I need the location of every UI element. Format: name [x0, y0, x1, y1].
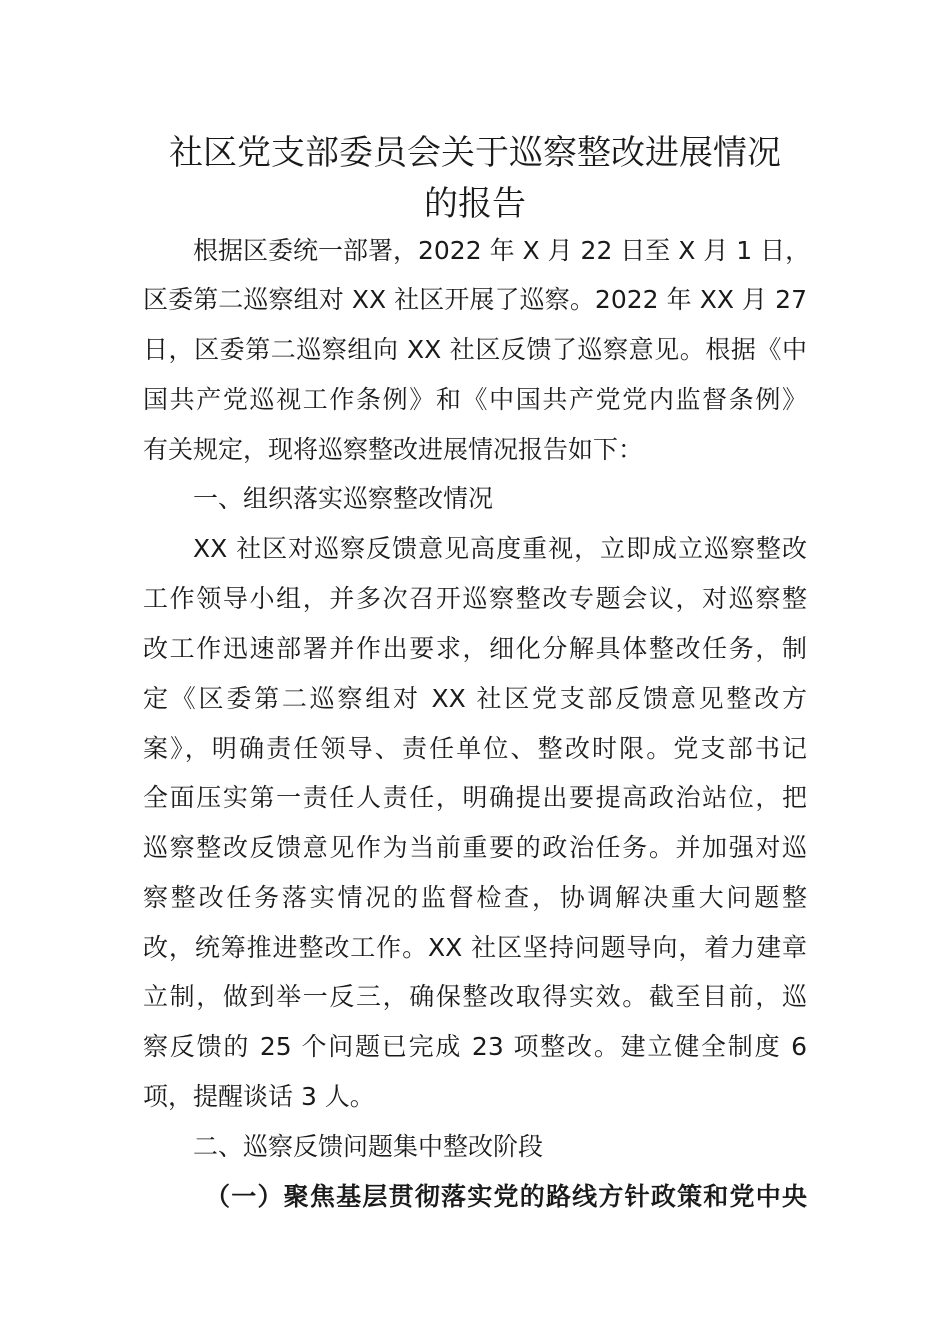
paragraph-line: 全面压实第一责任人责任，明确提出要提高政治站位，把 [143, 783, 807, 812]
section-heading: 二、巡察反馈问题集中整改阶段 [193, 1132, 544, 1161]
paragraph-line: 察反馈的 25 个问题已完成 23 项整改。建立健全制度 6 [143, 1032, 807, 1061]
subsection-heading: （一）聚焦基层贯彻落实党的路线方针政策和党中央 [205, 1182, 807, 1211]
intro-line: 根据区委统一部署，2022 年 X 月 22 日至 X 月 1 日， [193, 236, 811, 265]
paragraph-line: 定《区委第二巡察组对 XX 社区党支部反馈意见整改方 [143, 684, 807, 713]
paragraph-line: 工作领导小组，并多次召开巡察整改专题会议，对巡察整 [143, 584, 807, 613]
intro-line: 日，区委第二巡察组向 XX 社区反馈了巡察意见。根据《中 [143, 335, 807, 364]
intro-line: 有关规定，现将巡察整改进展情况报告如下： [143, 435, 644, 464]
paragraph-line: 项，提醒谈话 3 人。 [143, 1082, 375, 1111]
paragraph-line: XX 社区对巡察反馈意见高度重视，立即成立巡察整改 [193, 534, 807, 563]
paragraph-line: 巡察整改反馈意见作为当前重要的政治任务。并加强对巡 [143, 833, 807, 862]
paragraph-line: 改工作迅速部署并作出要求，细化分解具体整改任务，制 [143, 634, 807, 663]
section-heading: 一、组织落实巡察整改情况 [193, 484, 494, 513]
intro-line: 国共产党巡视工作条例》和《中国共产党党内监督条例》 [143, 385, 807, 414]
intro-line: 区委第二巡察组对 XX 社区开展了巡察。2022 年 XX 月 27 [143, 285, 807, 314]
paragraph-line: 察整改任务落实情况的监督检查，协调解决重大问题整 [143, 883, 807, 912]
paragraph-line: 立制，做到举一反三，确保整改取得实效。截至目前，巡 [143, 982, 807, 1011]
document-title-line-2: 的报告 [424, 184, 526, 224]
paragraph-line: 改，统筹推进整改工作。XX 社区坚持问题导向，着力建章 [143, 933, 807, 962]
paragraph-line: 案》，明确责任领导、责任单位、整改时限。党支部书记 [143, 734, 807, 763]
document-title-line-1: 社区党支部委员会关于巡察整改进展情况 [169, 133, 781, 173]
